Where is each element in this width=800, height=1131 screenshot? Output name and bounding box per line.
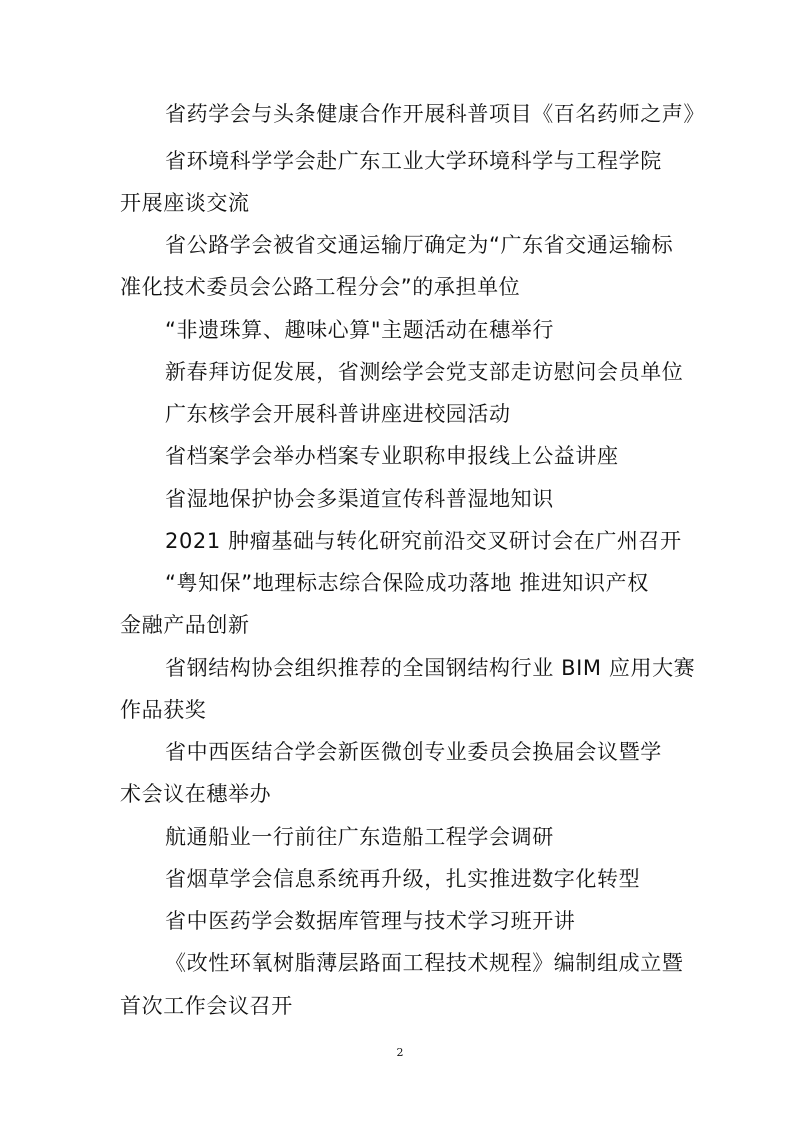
news-item-line: 准化技术委员会公路工程分会”的承担单位 <box>120 275 521 299</box>
news-item-line: 省湿地保护协会多渠道宣传科普湿地知识 <box>165 487 554 511</box>
news-item-line: 省中西医结合学会新医微创专业委员会换届会议暨学 <box>165 740 662 764</box>
news-item-line: 省环境科学学会赴广东工业大学环境科学与工程学院 <box>165 149 662 173</box>
news-item-line: 开展座谈交流 <box>120 191 250 215</box>
news-item-line: 新春拜访促发展，省测绘学会党支部走访慰问会员单位 <box>165 360 684 384</box>
news-item-line: 航通船业一行前往广东造船工程学会调研 <box>165 825 554 849</box>
news-item-line: 术会议在穗举办 <box>120 782 272 806</box>
news-item-line: 省中医药学会数据库管理与技术学习班开讲 <box>165 909 576 933</box>
news-item-line: 省钢结构协会组织推荐的全国钢结构行业 BIM 应用大赛 <box>165 656 696 680</box>
news-item-line: 省档案学会举办档案专业职称申报线上公益讲座 <box>165 444 619 468</box>
news-item-line: 省药学会与头条健康合作开展科普项目《百名药师之声》 <box>165 102 705 126</box>
news-item-line: “粤知保”地理标志综合保险成功落地 推进知识产权 <box>165 571 649 595</box>
news-item-line: “非遗珠算、趣味心算"主题活动在穗举行 <box>165 318 554 342</box>
page-number: 2 <box>396 1046 404 1059</box>
news-item-line: 作品获奖 <box>120 698 207 722</box>
news-item-line: 《改性环氧树脂薄层路面工程技术规程》编制组成立暨 <box>165 951 684 975</box>
news-item-line: 金融产品创新 <box>120 613 250 637</box>
news-item-line: 省烟草学会信息系统再升级，扎实推进数字化转型 <box>165 867 641 891</box>
news-item-line: 2021 肿瘤基础与转化研究前沿交叉研讨会在广州召开 <box>165 529 682 553</box>
news-item-line: 省公路学会被省交通运输厅确定为“广东省交通运输标 <box>165 233 674 257</box>
news-item-line: 广东核学会开展科普讲座进校园活动 <box>165 402 511 426</box>
news-item-line: 首次工作会议召开 <box>120 994 293 1018</box>
